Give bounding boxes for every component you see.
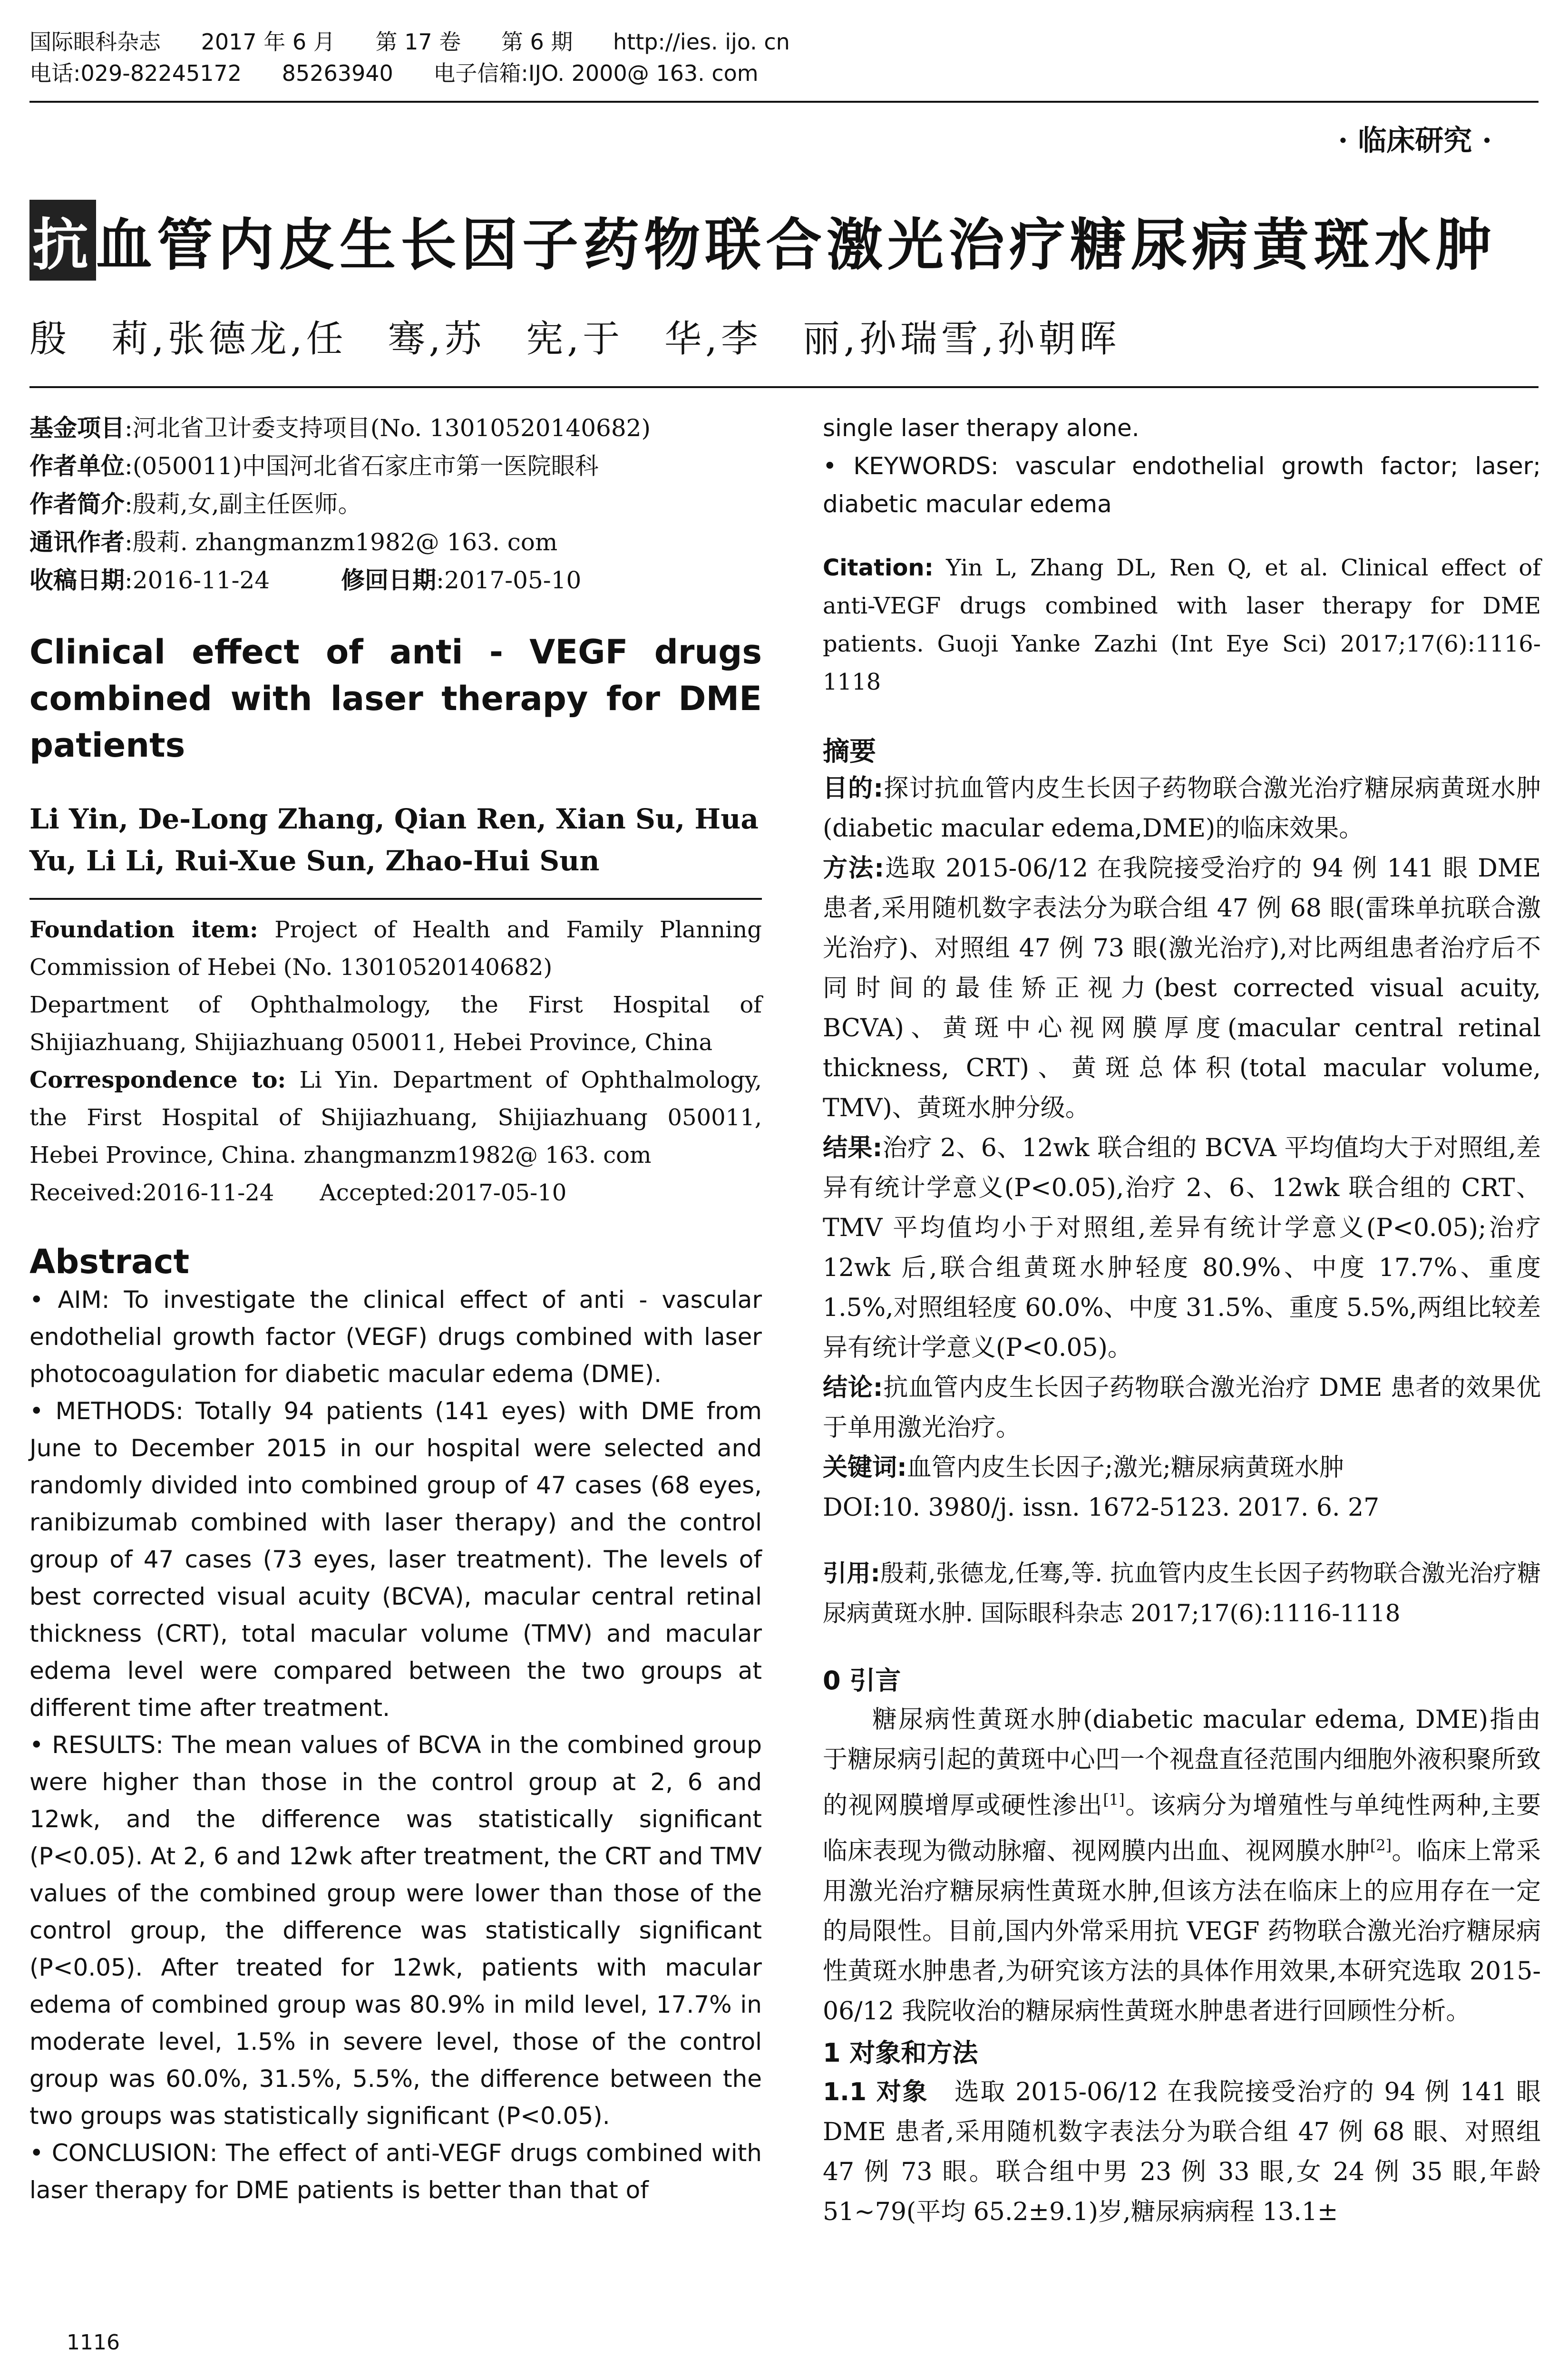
phone2: 85263940 [282, 60, 393, 86]
bio-text: :殷莉,女,副主任医师。 [125, 490, 362, 518]
fund-label: 基金项目 [29, 414, 125, 442]
correspondence-text: Li Yin. Department of Ophthalmology, the First Hospital of Shijiazhuang, Shijiazhuang 050011, Hebei Province, China. zhangmanzm1982@ 163. com [29, 1067, 762, 1169]
doi: DOI:10. 3980/j. issn. 1672-5123. 2017. 6. 27 [823, 1493, 1380, 1522]
objective-text: 探讨抗血管内皮生长因子药物联合激光治疗糖尿病黄斑水肿(diabetic macular edema,DME)的临床效果。 [823, 774, 1541, 843]
corr-text: :殷莉. zhangmanzm1982@ 163. com [125, 528, 558, 556]
subsection-text: 选取 2015-06/12 在我院接受治疗的 94 例 141 眼 DME 患者,采用随机数字表法分为联合组 47 例 68 眼、对照组 47 例 73 眼。联合组中男 23 例 33 眼,女 24 例 35 眼,年龄 51~79(平均 65.2±9.1)岁,糖尿病病程 13.1± [823, 2077, 1541, 2226]
right-column [823, 409, 1541, 2232]
revised-label: 修回日期 [341, 566, 437, 594]
abstract-aim: • AIM: To investigate the clinical effect of anti - vascular endothelial growth factor (VEGF) drugs combined with laser photocoagulation for diabetic macular edema (DME). [29, 1286, 762, 1388]
ref-1-link[interactable]: [1] [1103, 1791, 1125, 1809]
corr-label: 通讯作者 [29, 528, 125, 556]
method-label: 方法: [823, 854, 885, 883]
result-label: 结果: [823, 1134, 883, 1162]
citation [823, 549, 1541, 701]
result-text: 治疗 2、6、12wk 联合组的 BCVA 平均值均大于对照组,差异有统计学意义(P<0.05),治疗 2、6、12wk 联合组的 CRT、TMV 平均值均小于对照组,差异有统计学意义(P<0.05);治疗 12wk 后,联合组黄斑水肿轻度 80.9%、中度 17.7%、重度 1.5%,对照组轻度 60.0%、中度 31.5%、重度 5.5%,两组比较差异有统计学意义(P<0.05)。 [823, 1134, 1541, 1362]
keywords-en: • KEYWORDS: vascular endothelial growth factor; laser; diabetic macular edema [823, 452, 1541, 518]
received-accepted: Received:2016-11-24 Accepted:2017-05-10 [29, 1179, 567, 1206]
abstract-methods: • METHODS: Totally 94 patients (141 eyes) with DME from June to December 2015 in our hospital were selected and randomly divided into combined group of 47 cases (68 eyes, ranibizumab combined with laser therapy) and the control group of 47 cases (73 eyes, laser treatment). The levels of best corrected visual acuity (BCVA), macular central retinal thickness (CRT), total macular volume (TMV) and macular edema level were compared between the two groups at different time after treatment. [29, 1397, 762, 1722]
abstract-conclusion: • CONCLUSION: The effect of anti-VEGF drugs combined with laser therapy for DME patients is better than that of [29, 2139, 762, 2204]
author-list: 殷 莉,张德龙,任 骞,苏 宪,于 华,李 丽,孙瑞雪,孙朝晖 [29, 318, 1120, 360]
section-intro-heading: 0 引言 [823, 1666, 901, 1695]
subsection-subjects [823, 2072, 1541, 2232]
english-divider [29, 898, 762, 900]
english-authors: Li Yin, De-Long Zhang, Qian Ren, Xian Su, Hua Yu, Li Li, Rui-Xue Sun, Zhao-Hui Sun [29, 803, 759, 877]
abstract-heading: Abstract [29, 1242, 190, 1281]
objective-label: 目的: [823, 774, 884, 803]
keywords-label: 关键词: [823, 1453, 907, 1482]
reference-label: 引用: [823, 1559, 880, 1587]
conclusion-label: 结论: [823, 1374, 883, 1402]
article-title [29, 200, 1542, 281]
abstract-body [29, 1281, 762, 2209]
article-meta [29, 409, 762, 599]
bio-label: 作者简介 [29, 490, 125, 518]
correspondence-label: Correspondence to: [29, 1067, 286, 1093]
author-divider [29, 386, 1539, 388]
journal-url[interactable]: http://ies. ijo. cn [613, 29, 790, 55]
intro-text-c: 。临床上常采用激光治疗糖尿病性黄斑水肿,但该方法在临床上的应用存在一定的局限性。目前,国内外常采用抗 VEGF 药物联合激光治疗糖尿病性黄斑水肿患者,为研究该方法的具体作用效果,本研究选取 2015-06/12 我院收治的糖尿病性黄斑水肿患者进行回顾性分析。 [823, 1837, 1541, 2026]
intro-text-a: 糖尿病性黄斑水肿(diabetic macular edema, DME)指由于糖尿病引起的黄斑中心凹一个视盘直径范围内细胞外液积聚所致的视网膜增厚或硬性渗出 [823, 1705, 1541, 1820]
journal-name: 国际眼科杂志 [29, 29, 161, 55]
english-title: Clinical effect of anti - VEGF drugs combined with laser therapy for DME patients [29, 633, 762, 765]
citation-text: Yin L, Zhang DL, Ren Q, et al. Clinical effect of anti-VEGF drugs combined with laser therapy for DME patients. Guoji Yanke Zazhi (Int Eye Sci) 2017;17(6):1116-1118 [823, 555, 1541, 695]
section-tag: · 临床研究 · [1338, 124, 1492, 157]
foundation-text: Project of Health and Family Planning Commission of Hebei (No. 13010520140682) [29, 916, 762, 981]
intro-body [823, 1700, 1541, 2031]
fund-text: :河北省卫计委支持项目(No. 13010520140682) [125, 414, 651, 442]
method-text: 选取 2015-06/12 在我院接受治疗的 94 例 141 眼 DME 患者,采用随机数字表法分为联合组 47 例 68 眼(雷珠单抗联合激光治疗)、对照组 47 例 73 眼(激光治疗),对比两组患者治疗后不同时间的最佳矫正视力(best corrected visual acuity, BCVA)、黄斑中心视网膜厚度(macular central retinal thickness, CRT)、黄斑总体积(total macular volume, TMV)、黄斑水肿分级。 [823, 854, 1541, 1122]
keywords-text: 血管内皮生长因子;激光;糖尿病黄斑水肿 [906, 1453, 1344, 1482]
foundation-block [29, 911, 762, 1212]
reference-citation [823, 1553, 1541, 1633]
intro-paragraph [823, 1700, 1541, 2031]
unit-label: 作者单位 [29, 452, 125, 480]
abstract-continuation [823, 409, 1541, 523]
reference-text: 殷莉,张德龙,任骞,等. 抗血管内皮生长因子药物联合激光治疗糖尿病黄斑水肿. 国际眼科杂志 2017;17(6):1116-1118 [823, 1559, 1541, 1627]
ref-2-link[interactable]: [2] [1370, 1836, 1392, 1855]
intro-text-b: 。该病分为增殖性与单纯性两种,主要临床表现为微动脉瘤、视网膜内出血、视网膜水肿 [823, 1791, 1541, 1866]
page-number: 1116 [67, 2330, 120, 2355]
phone: 电话:029-82245172 [29, 60, 242, 86]
issue-number: 第 6 期 [501, 29, 573, 55]
chinese-abstract [823, 769, 1541, 1528]
unit-text: :(050011)中国河北省石家庄市第一医院眼科 [125, 452, 599, 480]
title-rest: 血管内皮生长因子药物联合激光治疗糖尿病黄斑水肿 [96, 212, 1497, 278]
title-first-char: 抗 [29, 200, 96, 281]
foundation-label: Foundation item: [29, 916, 258, 943]
chinese-abstract-heading: 摘要 [823, 736, 876, 767]
department-text: Department of Ophthalmology, the First Hospital of Shijiazhuang, Shijiazhuang 050011, Hebei Province, China [29, 992, 762, 1056]
revised-text: :2017-05-10 [436, 566, 582, 594]
citation-label: Citation: [823, 555, 934, 581]
header-divider [29, 101, 1539, 103]
conclusion-text: 抗血管内皮生长因子药物联合激光治疗 DME 患者的效果优于单用激光治疗。 [823, 1374, 1541, 1442]
left-column [29, 409, 762, 2209]
abstract-results: • RESULTS: The mean values of BCVA in the combined group were higher than those in the control group at 2, 6 and 12wk, and the difference was statistically significant (P<0.05). At 2, 6 and 12wk after treatment, the CRT and TMV values of the combined group were lower than those of the control group, the difference was statistically significant (P<0.05). After treated for 12wk, patients with macular edema of combined group was 80.9% in mild level, 17.7% in moderate level, 1.5% in severe level, those of the control group was 60.0%, 31.5%, 5.5%, the difference between the two groups was statistically significant (P<0.05). [29, 1731, 762, 2130]
volume: 第 17 卷 [375, 29, 461, 55]
conclusion-cont: single laser therapy alone. [823, 414, 1139, 442]
journal-header [29, 26, 823, 89]
received-label: 收稿日期 [29, 566, 125, 594]
email[interactable]: 电子信箱:IJO. 2000@ 163. com [433, 60, 759, 86]
issue-date: 2017 年 6 月 [201, 29, 335, 55]
section-methods-heading: 1 对象和方法 [823, 2037, 978, 2068]
subsection-label: 1.1 对象 [823, 2077, 929, 2106]
received-text: :2016-11-24 [125, 566, 270, 594]
